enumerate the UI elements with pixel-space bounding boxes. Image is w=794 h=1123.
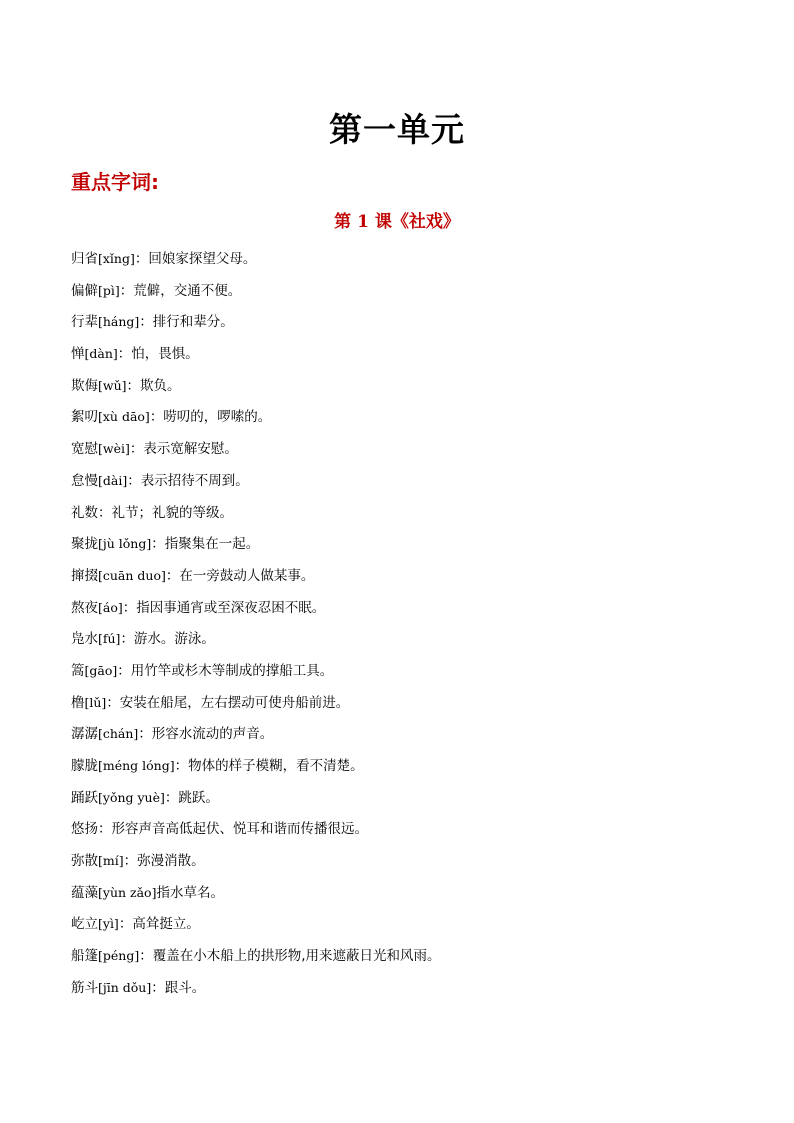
vocabulary-entry bbox=[71, 659, 731, 691]
entry-pinyin: [pì] bbox=[98, 282, 120, 298]
entry-word: 潺潺 bbox=[71, 726, 98, 743]
unit-title: 第一单元 bbox=[329, 110, 465, 149]
vocabulary-entry bbox=[71, 944, 731, 976]
entry-word: 踊跃 bbox=[71, 789, 98, 806]
entry-definition: ：游水。游泳。 bbox=[120, 631, 215, 648]
vocabulary-entry bbox=[71, 817, 731, 849]
entry-word: 偏僻 bbox=[71, 282, 98, 299]
entry-word: 宽慰 bbox=[71, 441, 98, 458]
entry-pinyin: [jù lǒng] bbox=[98, 536, 152, 552]
entry-definition: ：表示招待不周到。 bbox=[127, 472, 249, 489]
vocabulary-entry bbox=[71, 976, 731, 1008]
entry-pinyin: [péng] bbox=[98, 948, 140, 964]
entry-definition: ：安装在船尾，左右摆动可使舟船前进。 bbox=[106, 694, 350, 711]
entry-word: 行辈 bbox=[71, 314, 98, 331]
vocabulary-entry bbox=[71, 342, 731, 374]
entry-word: 归省 bbox=[71, 251, 98, 267]
entry-word: 橹 bbox=[71, 694, 85, 711]
entry-word: 朦胧 bbox=[71, 758, 98, 774]
entry-word: 撺掇 bbox=[71, 567, 98, 584]
entry-pinyin: [méng lóng] bbox=[98, 758, 175, 773]
entry-pinyin: [xù dāo] bbox=[98, 409, 150, 425]
entry-definition: ：用竹竿或杉木等制成的撑船工具。 bbox=[117, 662, 334, 679]
entry-pinyin: [yì] bbox=[98, 916, 119, 932]
entry-word: 聚拢 bbox=[71, 536, 98, 553]
entry-definition: ：覆盖在小木船上的拱形物,用来遮蔽日光和风雨。 bbox=[139, 948, 441, 965]
entry-definition: ：形容水流动的声音。 bbox=[138, 726, 274, 743]
entry-pinyin: [wèi] bbox=[98, 441, 130, 457]
entry-definition: ：欺负。 bbox=[126, 377, 181, 394]
vocabulary-entry bbox=[71, 691, 731, 723]
vocabulary-entry bbox=[71, 722, 731, 754]
entry-pinyin: [áo] bbox=[98, 599, 123, 615]
vocabulary-entry bbox=[71, 405, 731, 437]
entry-word: 船篷 bbox=[71, 948, 98, 965]
vocabulary-entry bbox=[71, 564, 731, 596]
entry-definition: ：怕，畏惧。 bbox=[117, 346, 199, 363]
entry-pinyin: [cuān duo] bbox=[98, 567, 166, 583]
entry-pinyin: [jīn dǒu] bbox=[98, 979, 152, 995]
entry-pinyin: [dàn] bbox=[84, 346, 118, 362]
entry-word: 筋斗 bbox=[71, 979, 98, 996]
entry-word: 欺侮 bbox=[71, 377, 98, 394]
entry-pinyin: [dài] bbox=[98, 472, 128, 488]
entry-word: 礼数 bbox=[71, 504, 98, 521]
vocabulary-entry bbox=[71, 247, 731, 279]
entry-definition: ：唠叨的，啰嗦的。 bbox=[149, 409, 272, 426]
entry-definition: 指水草名。 bbox=[156, 884, 224, 901]
vocabulary-entry bbox=[71, 437, 731, 469]
entry-definition: ：指聚集在一起。 bbox=[151, 536, 260, 553]
entry-pinyin: [mí] bbox=[98, 853, 124, 869]
vocabulary-entry bbox=[71, 849, 731, 881]
vocabulary-entry bbox=[71, 786, 731, 818]
entry-definition: ：形容声音高低起伏、悦耳和谐而传播很远。 bbox=[98, 821, 368, 838]
entry-pinyin: [chán] bbox=[98, 726, 139, 742]
entry-definition: ：礼节；礼貌的等级。 bbox=[98, 504, 233, 521]
lesson-title: 第 1 课《社戏》 bbox=[334, 212, 460, 232]
entry-pinyin: [fú] bbox=[98, 631, 121, 647]
entry-definition: ：排行和辈分。 bbox=[139, 314, 234, 331]
entry-definition: ：表示宽解安慰。 bbox=[129, 441, 238, 458]
entry-definition: ：跳跃。 bbox=[164, 789, 219, 806]
vocabulary-entry bbox=[71, 532, 731, 564]
vocabulary-entry bbox=[71, 501, 731, 533]
entry-pinyin: [gāo] bbox=[84, 662, 118, 678]
entry-definition: ：物体的样子模糊，看不清楚。 bbox=[174, 758, 364, 774]
entry-word: 凫水 bbox=[71, 631, 98, 648]
entry-pinyin: [yǒng yuè] bbox=[98, 789, 165, 805]
entry-definition: ：在一旁鼓动人做某事。 bbox=[165, 567, 315, 584]
entry-definition: ：弥漫消散。 bbox=[123, 853, 205, 870]
vocabulary-entry bbox=[71, 627, 731, 659]
vocabulary-entry bbox=[71, 310, 731, 342]
entry-pinyin: [háng] bbox=[98, 314, 140, 330]
section-heading: 重点字词: bbox=[71, 170, 159, 194]
entry-word: 蕴藻 bbox=[71, 884, 98, 901]
vocabulary-entry bbox=[71, 881, 731, 913]
entry-word: 弥散 bbox=[71, 853, 98, 870]
vocabulary-entry bbox=[71, 754, 731, 786]
entry-definition: ：跟斗。 bbox=[151, 979, 206, 996]
vocabulary-entry bbox=[71, 912, 731, 944]
entry-word: 篙 bbox=[71, 662, 85, 679]
vocabulary-entry bbox=[71, 374, 731, 406]
entry-word: 惮 bbox=[71, 346, 85, 363]
entry-definition: ：回娘家探望父母。 bbox=[134, 251, 257, 267]
entry-word: 怠慢 bbox=[71, 472, 98, 489]
entry-definition: ：高耸挺立。 bbox=[118, 916, 200, 933]
vocabulary-entry bbox=[71, 469, 731, 501]
entry-word: 悠扬 bbox=[71, 821, 98, 838]
entry-word: 屹立 bbox=[71, 916, 98, 933]
vocabulary-entry bbox=[71, 279, 731, 311]
entry-pinyin: [yùn zǎo] bbox=[98, 884, 157, 900]
entry-definition: ：荒僻，交通不便。 bbox=[119, 282, 242, 299]
entry-pinyin: [lǔ] bbox=[84, 694, 107, 710]
vocabulary-list bbox=[71, 247, 731, 1008]
entry-word: 熬夜 bbox=[71, 599, 98, 616]
entry-pinyin: [wǔ] bbox=[98, 377, 127, 393]
entry-pinyin: [xǐng] bbox=[98, 251, 135, 266]
entry-word: 絮叨 bbox=[71, 409, 98, 426]
vocabulary-entry bbox=[71, 596, 731, 628]
entry-definition: ：指因事通宵或至深夜忍困不眠。 bbox=[122, 599, 326, 616]
